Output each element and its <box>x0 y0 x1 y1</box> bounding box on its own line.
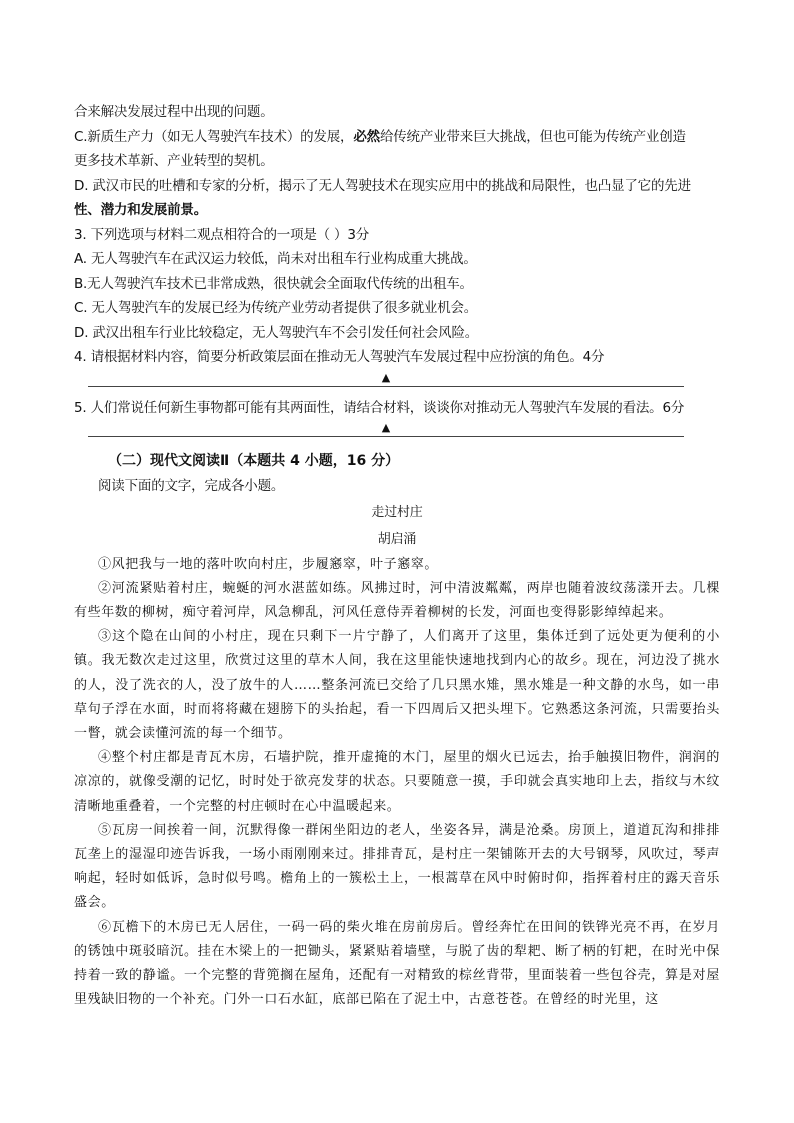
essay-paragraph-3: ③这个隐在山间的小村庄，现在只剩下一片宁静了，人们离开了这里，集体迁到了远处更为便利的小镇。我无数次走过这里，欣赏过这里的草木人间，我在这里能快速地找到内心的故乡。现在，河边没了挑水的人，没了洗衣的人，没了放牛的人……整条河流已交给了几只黑水雉，黑水雉是一种文静的水鸟，如一串草句子浮在水面，时而将将藏在翅膀下的头抬起，看一下四周后又把头埋下。它熟悉这条河流，只需要抬头一瞥，就会读懂河流的每一个细节。 <box>74 629 720 741</box>
essay-paragraph-6: ⑥瓦檐下的木房已无人居住，一码一码的柴火堆在房前房后。曾经奔忙在田间的铁铧光亮不再，在岁月的锈蚀中斑驳暗沉。挂在木梁上的一把锄头，紧紧贴着墙壁，与脱了齿的犁耙、断了柄的钉耙，在时光中保持着一致的静谧。一个完整的背篼搁在屋角，还配有一对精致的棕丝背带，里面装着一些包谷壳，算是对屋里残缺旧物的一个补充。门外一口石水缸，底部已陷在了泥土中，古意苍苍。在曾经的时光里，这 <box>74 919 720 1008</box>
option-c-line2: 更多技术革新、产业转型的契机。 <box>74 153 274 169</box>
answer-area-q4[interactable] <box>88 370 684 396</box>
essay-paragraph-2: ②河流紧贴着村庄，蜿蜒的河水湛蓝如练。风拂过时，河中清波粼粼，两岸也随着波纹荡漾开去。几棵有些年数的柳树，痴守着河岸，风急柳乱，河风任意侍弄着柳树的长发，河面也变得影影绰绰起来。 <box>74 580 720 620</box>
question-3-option-b: B.无人驾驶汽车技术已非常成熟，很快就会全面取代传统的出租车。 <box>74 275 473 292</box>
option-c <box>74 125 720 150</box>
exam-page <box>74 100 720 1012</box>
essay-paragraph-1: ①风把我与一地的落叶吹向村庄，步履窸窣，叶子窸窣。 <box>98 556 439 572</box>
essay-author: 胡启涌 <box>377 531 417 547</box>
question-3-option-d: D. 武汉出租车行业比较稳定，无人驾驶汽车不会引发任何社会风险。 <box>74 324 479 341</box>
question-4-stem: 4. 请根据材料内容，简要分析政策层面在推动无人驾驶汽车发展过程中应扮演的角色。4分 <box>74 349 605 365</box>
question-3-option-a: A. 无人驾驶汽车在武汉运力较低，尚未对出租车行业构成重大挑战。 <box>74 251 477 267</box>
section-title: （二）现代文阅读Ⅱ（本题共 4 小题，16 分） <box>108 453 400 469</box>
answer-rule <box>88 386 684 387</box>
question-3-stem: 3. 下列选项与材料二观点相符合的一项是（ ）3分 <box>74 226 370 243</box>
option-b-tail: 合来解决发展过程中出现的问题。 <box>74 104 274 120</box>
triangle-marker-icon: ▲ <box>381 370 391 384</box>
option-c-text-2: 给传统产业带来巨大挑战，但也可能为传统产业创造 <box>379 128 686 145</box>
triangle-marker-icon: ▲ <box>381 421 391 434</box>
question-5-stem: 5. 人们常说任何新生事物都可能有其两面性，请结合材料，谈谈你对推动无人驾驶汽车发展的看法。6分 <box>74 399 685 416</box>
answer-rule <box>88 436 684 437</box>
essay-paragraph-4: ④整个村庄都是青瓦木房，石墙护院，推开虚掩的木门，屋里的烟火已远去，抬手触摸旧物件，润润的凉凉的，就像受潮的记忆，时时处于欲亮发芽的状态。只要随意一摸，手印就会真实地印上去，指纹与木纹清晰地重叠着，一个完整的村庄顿时在心中温暖起来。 <box>74 750 720 814</box>
answer-area-q5[interactable] <box>88 420 684 446</box>
section-instruction: 阅读下面的文字，完成各小题。 <box>98 478 285 494</box>
option-d-line2: 性、潜力和发展前景。 <box>74 202 207 218</box>
essay-title: 走过村庄 <box>371 504 423 520</box>
question-3-option-c: C. 无人驾驶汽车的发展已经为传统产业劳动者提供了很多就业机会。 <box>74 300 478 316</box>
option-d-line1: D. 武汉市民的吐槽和专家的分析，揭示了无人驾驶技术在现实应用中的挑战和局限性，也凸显了它的先进 <box>74 177 691 194</box>
essay-paragraph-5: ⑤瓦房一间挨着一间，沉默得像一群闲坐阳边的老人，坐姿各异，满是沧桑。房顶上，道道瓦沟和排排瓦垄上的湿湿印迹告诉我，一场小雨刚刚来过。排排青瓦，是村庄一架铺陈开去的大号钢琴，风吹过，琴声响起，轻时如低诉，急时似号鸣。檐角上的一簇松土上，一根蒿草在风中时俯时仰，指挥着村庄的露天音乐盛会。 <box>74 822 720 911</box>
option-c-bold: 必然 <box>353 128 380 145</box>
option-c-text: C.新质生产力（如无人驾驶汽车技术）的发展， <box>74 128 354 145</box>
